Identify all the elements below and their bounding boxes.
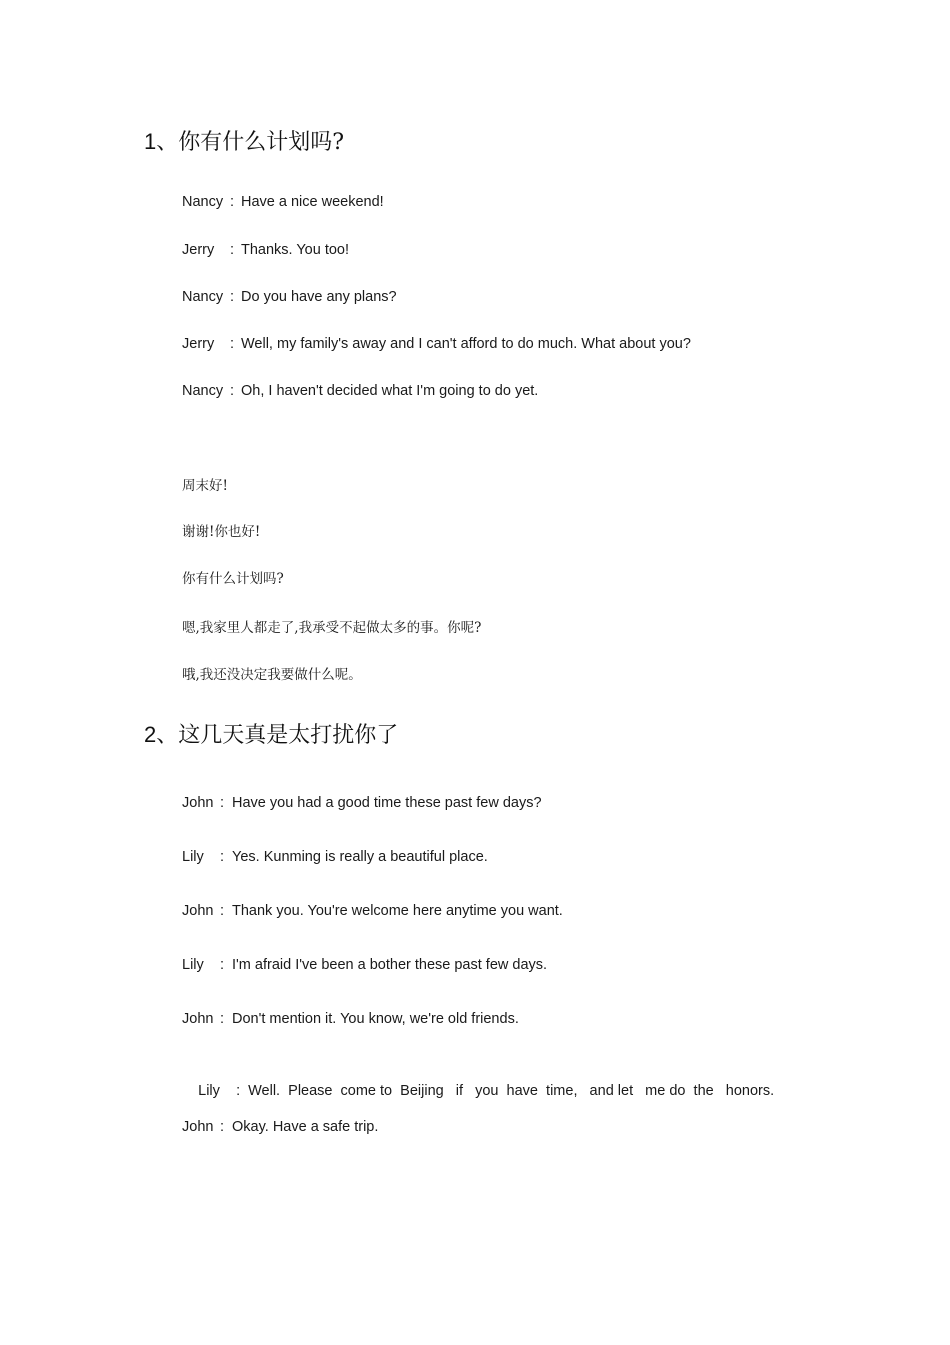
speaker-separator: : bbox=[220, 795, 225, 811]
speaker-separator: : bbox=[230, 383, 235, 399]
dialogue-text: Oh, I haven't decided what I'm going to do yet. bbox=[241, 383, 539, 399]
dialogue-line bbox=[182, 1064, 774, 1118]
speaker-separator: : bbox=[220, 1011, 225, 1027]
section-1-title: 、你有什么计划吗? bbox=[156, 130, 345, 155]
dialogue-line bbox=[182, 902, 563, 920]
speaker-name: Jerry bbox=[182, 242, 215, 258]
dialogue-line bbox=[182, 956, 547, 974]
speaker-separator: : bbox=[220, 1119, 225, 1135]
speaker-name: John bbox=[182, 903, 214, 919]
dialogue-text: Have you had a good time these past few days? bbox=[232, 795, 542, 811]
section-2-title: 、这几天真是太打扰你了 bbox=[156, 723, 399, 748]
dialogue-text: I'm afraid I've been a bother these past few days. bbox=[232, 957, 548, 973]
section-1-heading bbox=[144, 129, 344, 156]
dialogue-line bbox=[182, 241, 349, 259]
dialogue-text: Have a nice weekend! bbox=[241, 194, 384, 210]
speaker-name: Nancy bbox=[182, 194, 224, 210]
speaker-separator: : bbox=[220, 849, 225, 865]
dialogue-text: Thank you. You're welcome here anytime you want. bbox=[232, 903, 563, 919]
section-2-heading bbox=[144, 722, 398, 749]
speaker-name: Lily bbox=[182, 957, 204, 973]
dialogue-line bbox=[182, 288, 397, 306]
speaker-name: Lily bbox=[198, 1083, 220, 1099]
dialogue-line bbox=[182, 382, 538, 400]
speaker-name: Lily bbox=[182, 849, 204, 865]
dialogue-line bbox=[182, 1010, 519, 1028]
speaker-name: John bbox=[182, 795, 214, 811]
speaker-name: Nancy bbox=[182, 289, 224, 305]
speaker-name: John bbox=[182, 1119, 214, 1135]
dialogue-text: Thanks. You too! bbox=[241, 242, 350, 258]
speaker-separator: : bbox=[220, 903, 225, 919]
speaker-separator: : bbox=[230, 289, 235, 305]
speaker-name: John bbox=[182, 1011, 214, 1027]
dialogue-text: Well, my family's away and I can't afford to do much. What about you? bbox=[241, 336, 691, 352]
section-2-number: 2 bbox=[144, 722, 157, 747]
dialogue-line bbox=[182, 335, 691, 353]
dialogue-line bbox=[182, 848, 488, 866]
speaker-separator: : bbox=[230, 242, 235, 258]
dialogue-text: Yes. Kunming is really a beautiful place. bbox=[232, 849, 488, 865]
translation-line: 周末好! bbox=[182, 478, 228, 494]
dialogue-line bbox=[182, 193, 384, 211]
speaker-separator: : bbox=[236, 1083, 241, 1099]
translation-line: 你有什么计划吗? bbox=[182, 571, 284, 587]
speaker-separator: : bbox=[230, 194, 235, 210]
dialogue-text: Well. Please come to Beijing if you have time, and let me do the honors. bbox=[248, 1083, 775, 1099]
section-1-number: 1 bbox=[144, 129, 157, 154]
speaker-name: Nancy bbox=[182, 383, 224, 399]
dialogue-line bbox=[182, 794, 542, 812]
translation-line: 哦,我还没决定我要做什么呢。 bbox=[182, 667, 362, 683]
speaker-separator: : bbox=[220, 957, 225, 973]
dialogue-text: Okay. Have a safe trip. bbox=[232, 1119, 379, 1135]
translation-line: 谢谢!你也好! bbox=[182, 524, 261, 540]
speaker-separator: : bbox=[230, 336, 235, 352]
dialogue-text: Do you have any plans? bbox=[241, 289, 397, 305]
dialogue-text: Don't mention it. You know, we're old friends. bbox=[232, 1011, 519, 1027]
dialogue-line bbox=[182, 1118, 378, 1136]
speaker-name: Jerry bbox=[182, 336, 215, 352]
translation-line: 嗯,我家里人都走了,我承受不起做太多的事。你呢? bbox=[182, 620, 482, 636]
